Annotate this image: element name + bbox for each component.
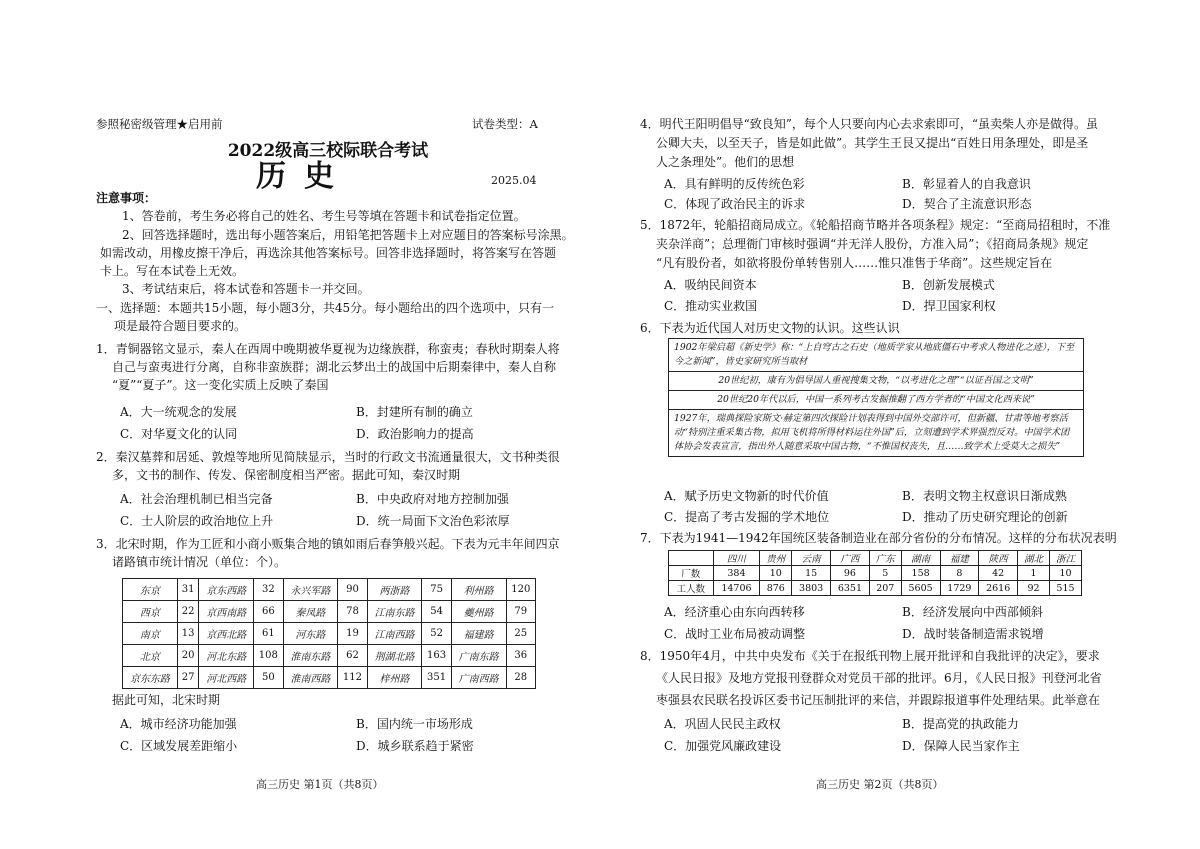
table-cell-count: 78 [338, 601, 367, 623]
table-header-province: 福建 [940, 551, 979, 566]
q6-quote-row: 20世纪初，康有为倡导国人重视搜集文物，“以考进化之理”“以证吾国之文明” [669, 372, 1083, 391]
table-cell-count: 120 [506, 579, 535, 601]
q5-option-b[interactable]: B．创新发展模式 [902, 278, 995, 292]
table-cell-count: 52 [422, 623, 451, 645]
table-cell-value: 8 [940, 566, 979, 581]
q7-option-d[interactable]: D．战时装备制造需求锐增 [902, 627, 1044, 641]
q8-stem: 《人民日报》及地方党报刊登群众对党员干部的批评。6月，《人民日报》刊登河北省 [656, 671, 1102, 685]
table-row [123, 579, 536, 601]
q3-stem: 诸路镇市统计情况（单位：个）。 [112, 555, 287, 569]
table-cell-count: 27 [177, 667, 199, 689]
table-cell-value: 14706 [713, 581, 760, 596]
q3-stem: 3．北宋时期，作为工匠和小商小贩集合地的镇如雨后春笋般兴起。下表为元丰年间四京 [96, 537, 560, 551]
q1-option-b[interactable]: B．封建所有制的确立 [356, 405, 473, 419]
table-row-label: 工人数 [669, 581, 714, 596]
table-cell-value: 5605 [901, 581, 940, 596]
table-cell-value: 876 [760, 581, 792, 596]
q6-option-c[interactable]: C．提高了考古发掘的学术地位 [664, 510, 830, 524]
table-cell-count: 54 [422, 601, 451, 623]
table-cell-region: 西京 [123, 601, 178, 623]
q2-option-b[interactable]: B．中央政府对地方控制加强 [356, 492, 509, 506]
subject-title: 历史 [256, 159, 352, 194]
q5-option-c[interactable]: C．推动实业救国 [664, 299, 758, 313]
exam-title: 2022级高三校际联合考试 [227, 141, 429, 161]
q4-stem: 公卿大夫，以至天子，皆是如此做”。其学生王艮又提出“百姓日用条理处，即是圣 [656, 136, 1089, 150]
table-cell-value: 10 [1049, 566, 1081, 581]
q3-option-b[interactable]: B．国内统一市场形成 [356, 717, 473, 731]
table-header-row [669, 551, 1082, 566]
page-footer: 高三历史 第1页（共8页） [256, 778, 384, 791]
table-cell-value: 15 [792, 566, 831, 581]
notice-line: 3、考试结束后，将本试卷和答题卡一并交回。 [122, 282, 370, 296]
q1-option-c[interactable]: C．对华夏文化的认同 [120, 427, 238, 441]
table-cell-count: 108 [254, 645, 283, 667]
table-cell-region: 东京 [123, 579, 178, 601]
page-1 [96, 0, 574, 849]
table-cell-count: 351 [422, 667, 451, 689]
confidential-label: 参照秘密级管理★启用前 [96, 117, 223, 131]
table-cell-value: 515 [1049, 581, 1081, 596]
table-row [123, 645, 536, 667]
q1-stem: 自己与蛮夷进行分离，自称非蛮族群；湖北云梦出土的战国中后期秦律中，秦人自称 [112, 360, 557, 374]
page-footer: 高三历史 第2页（共8页） [816, 778, 944, 791]
table-cell-value: 384 [713, 566, 760, 581]
table-cell-count: 79 [506, 601, 535, 623]
q1-option-a[interactable]: A．大一统观念的发展 [120, 405, 237, 419]
table-header-province: 广西 [831, 551, 870, 566]
table-header-province: 云南 [792, 551, 831, 566]
table-cell-value: 6351 [831, 581, 870, 596]
q5-stem: 夹杂洋商”；总理衙门审核时强调“并无洋人股份，方准入局”；《招商局条规》规定 [656, 237, 1089, 251]
q5-stem: 5．1872年，轮船招商局成立。《轮船招商节略并各项条程》规定：“至商局招租时，不准 [640, 218, 1111, 232]
q5-stem: “凡有股份者，如欲将股份单转售别人……惟只准售于华商”。这些规定旨在 [656, 256, 1053, 270]
table-header-province: 浙江 [1049, 551, 1081, 566]
table-cell-count: 112 [338, 667, 367, 689]
header [96, 116, 560, 132]
q5-option-d[interactable]: D．捍卫国家利权 [902, 299, 996, 313]
q8-option-c[interactable]: C．加强党风廉政建设 [664, 739, 782, 753]
q3-option-d[interactable]: D．城乡联系趋于紧密 [356, 739, 474, 753]
table-row [123, 667, 536, 689]
table-cell-count: 163 [422, 645, 451, 667]
table-cell-value: 42 [979, 566, 1018, 581]
section-heading: 一、选择题：本题共15小题，每小题3分，共45分。每小题给出的四个选项中，只有一 [96, 301, 555, 315]
table-cell-region: 福建路 [451, 623, 506, 645]
table-cell-value: 10 [760, 566, 792, 581]
q6-option-b[interactable]: B．表明文物主权意识日渐成熟 [902, 489, 1067, 503]
table-cell-region: 广南东路 [451, 645, 506, 667]
q3-option-a[interactable]: A．城市经济功能加强 [120, 717, 237, 731]
table-cell-region: 京东西路 [199, 579, 254, 601]
table-cell-region: 京西北路 [199, 623, 254, 645]
table-header-province: 湖南 [901, 551, 940, 566]
table-row [123, 601, 536, 623]
q1-option-d[interactable]: D．政治影响力的提高 [356, 427, 474, 441]
table-cell-region: 两浙路 [367, 579, 422, 601]
notice-line: 卡上。写在本试卷上无效。 [100, 264, 245, 278]
table-cell-value: 92 [1018, 581, 1050, 596]
table-cell-region: 江南东路 [367, 601, 422, 623]
table-cell-region: 河北东路 [199, 645, 254, 667]
table-cell-region: 广南西路 [451, 667, 506, 689]
table-cell-region: 河北西路 [199, 667, 254, 689]
table-cell-count: 50 [254, 667, 283, 689]
table-cell-region: 淮南东路 [283, 645, 338, 667]
table-cell-region: 淮南西路 [283, 667, 338, 689]
q4-option-d[interactable]: D．契合了主流意识形态 [902, 197, 1032, 211]
table-cell-region: 夔州路 [451, 601, 506, 623]
table-cell-region: 江南西路 [367, 623, 422, 645]
q6-stem: 6．下表为近代国人对历史文物的认识。这些认识 [640, 321, 900, 335]
page-2 [640, 0, 1117, 849]
q4-option-c[interactable]: C．体现了政治民主的诉求 [664, 197, 806, 211]
q1-stem: “夏”“夏子”。这一变化实质上反映了秦国 [112, 378, 329, 392]
table-cell-count: 28 [506, 667, 535, 689]
table-corner-cell [669, 551, 714, 566]
q3-lead: 据此可知，北宋时期 [112, 693, 221, 707]
q7-option-c[interactable]: C．战时工业布局被动调整 [664, 627, 806, 641]
q2-option-c[interactable]: C．士人阶层的政治地位上升 [120, 514, 274, 528]
q3-town-table [122, 578, 536, 689]
q6-quote-row: 20世纪20年代以后，中国一系列考古发掘推翻了西方学者的“中国文化西来说” [669, 391, 1083, 410]
q6-quote-row: 1927年，瑞典探险家斯文·赫定第四次探险计划表得到中国外交部许可，但新疆、甘肃等地考察活动“特别注重采集古物，拟用飞机将所得材料运往外国”后，立刻遭到学术界强烈反对。中国学术团体协会发表宣言，指出外人随意采取中国古物，“不惟国权丧失，且……致学术上受莫大之损失” [674, 413, 1070, 452]
q2-option-a[interactable]: A．社会治理机制已相当完备 [120, 492, 273, 506]
table-cell-region: 利州路 [451, 579, 506, 601]
q8-option-d[interactable]: D．保障人民当家作主 [902, 739, 1020, 753]
section-heading: 项是最符合题目要求的。 [114, 319, 247, 333]
table-cell-count: 66 [254, 601, 283, 623]
table-cell-value: 3803 [792, 581, 831, 596]
q8-stem: 8．1950年4月，中共中央发布《关于在报纸刊物上展开批评和自我批评的决定》，要求 [640, 649, 1100, 663]
q5-option-a[interactable]: A．吸纳民间资本 [664, 278, 757, 292]
q6-option-d[interactable]: D．推动了历史研究理论的创新 [902, 510, 1068, 524]
table-cell-value: 1 [1018, 566, 1050, 581]
table-cell-value: 158 [901, 566, 940, 581]
table-cell-count: 90 [338, 579, 367, 601]
table-cell-region: 秦凤路 [283, 601, 338, 623]
table-cell-count: 25 [506, 623, 535, 645]
table-cell-value: 1729 [940, 581, 979, 596]
q4-stem: 人之条理处”。他们的思想 [656, 155, 795, 169]
q3-option-c[interactable]: C．区域发展差距缩小 [120, 739, 238, 753]
table-cell-count: 13 [177, 623, 199, 645]
paper-type: 试卷类型：A [472, 117, 538, 131]
table-cell-region: 京东东路 [123, 667, 178, 689]
q8-stem: 枣强县农民联名投诉区委书记压制批评的来信，并跟踪报道事件处理结果。此举意在 [656, 693, 1101, 707]
table-cell-region: 荆湖北路 [367, 645, 422, 667]
table-cell-count: 31 [177, 579, 199, 601]
table-cell-count: 32 [254, 579, 283, 601]
table-row [669, 566, 1082, 581]
table-cell-region: 河东路 [283, 623, 338, 645]
table-cell-value: 96 [831, 566, 870, 581]
q6-quote-table [668, 338, 1084, 457]
table-cell-count: 36 [506, 645, 535, 667]
q2-stem: 2．秦汉墓葬和居延、敦煌等地所见简牍显示，当时的行政文书流通量很大，文书种类很 [96, 450, 560, 464]
table-cell-count: 75 [422, 579, 451, 601]
exam-date: 2025.04 [491, 174, 537, 187]
q4-option-b[interactable]: B．彰显着人的自我意识 [902, 177, 1031, 191]
table-header-province: 陕西 [979, 551, 1018, 566]
table-row [123, 623, 536, 645]
table-cell-count: 62 [338, 645, 367, 667]
q8-option-a[interactable]: A．巩固人民民主政权 [664, 717, 781, 731]
table-cell-count: 22 [177, 601, 199, 623]
q4-option-a[interactable]: A．具有鲜明的反传统色彩 [664, 177, 805, 191]
table-header-province: 湖北 [1018, 551, 1050, 566]
table-cell-value: 5 [869, 566, 901, 581]
table-cell-region: 京西南路 [199, 601, 254, 623]
table-row-label: 厂数 [669, 566, 714, 581]
table-cell-region: 梓州路 [367, 667, 422, 689]
table-cell-region: 南京 [123, 623, 178, 645]
table-header-province: 贵州 [760, 551, 792, 566]
q4-stem: 4．明代王阳明倡导“致良知”，每个人只要向内心去求索即可，“虽卖柴人亦是做得。虽 [640, 117, 1099, 131]
q6-quote-row: 1902年梁启超《新史学》称：“上自穹古之石史（地质学家从地底僵石中考求人物进化之迹），下至今之新闻”，皆史家研究所当取材 [669, 339, 1083, 372]
table-row [669, 581, 1082, 596]
notice-line: 如需改动，用橡皮擦干净后，再选涂其他答案标号。回答非选择题时，将答案写在答题 [100, 246, 557, 260]
table-header-province: 广东 [869, 551, 901, 566]
notice-line: 2、回答选择题时，选出每小题答案后，用铅笔把答题卡上对应题目的答案标号涂黑。 [122, 228, 574, 242]
table-cell-count: 19 [338, 623, 367, 645]
table-cell-region: 永兴军路 [283, 579, 338, 601]
q7-option-b[interactable]: B．经济发展向中西部倾斜 [902, 605, 1043, 619]
q7-option-a[interactable]: A．经济重心由东向西转移 [664, 605, 805, 619]
q8-option-b[interactable]: B．提高党的执政能力 [902, 717, 1019, 731]
notice-title: 注意事项： [96, 191, 157, 205]
q2-option-d[interactable]: D．统一局面下文治色彩浓厚 [356, 514, 510, 528]
notice-line: 1、答卷前，考生务必将自己的姓名、考生号等填在答题卡和试卷指定位置。 [122, 209, 526, 223]
table-header-province: 四川 [713, 551, 760, 566]
q6-option-a[interactable]: A．赋予历史文物新的时代价值 [664, 489, 829, 503]
table-cell-value: 2616 [979, 581, 1018, 596]
table-cell-region: 北京 [123, 645, 178, 667]
q2-stem: 多，文书的制作、传发、保密制度相当严密。据此可知，秦汉时期 [112, 468, 461, 482]
table-cell-count: 61 [254, 623, 283, 645]
q7-stem: 7．下表为1941—1942年国统区装备制造业在部分省份的分布情况。这样的分布状况表明 [640, 531, 1117, 545]
table-cell-count: 20 [177, 645, 199, 667]
q7-factory-table [668, 550, 1082, 596]
table-cell-value: 207 [869, 581, 901, 596]
q1-stem: 1．青铜器铭文显示，秦人在西周中晚期被华夏视为边缘族群，称蛮夷；春秋时期秦人将 [96, 342, 560, 356]
